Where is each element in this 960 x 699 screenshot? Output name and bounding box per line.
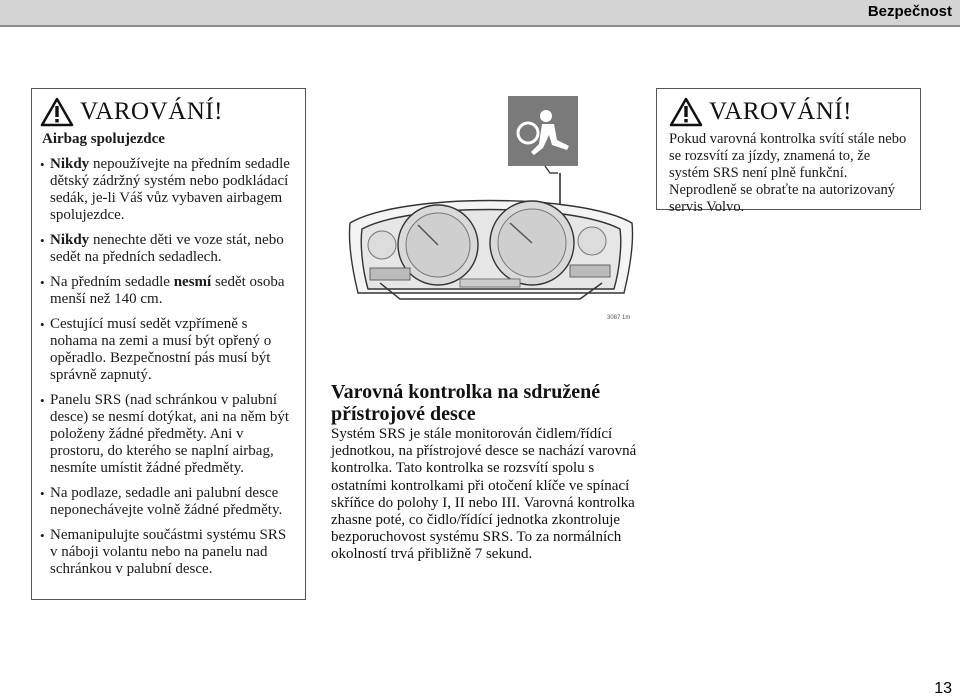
- right-warning-header: [669, 95, 910, 129]
- list-item: • Na předním sedadle nesmí sedět osoba menší než 140 cm.: [40, 274, 297, 308]
- right-warning-title: VAROVÁNÍ!: [709, 98, 852, 125]
- warning-triangle-icon: [40, 97, 74, 127]
- list-item: • Nikdy nepoužívejte na předním sedadle dětský zádržný systém nebo podkládací sedák, je-li Váš vůz vybaven airbagem spolujezdce.: [40, 156, 297, 224]
- right-warning-text: Pokud varovná kontrolka svítí stále nebo se rozsvítí za jízdy, znamená to, že systém SRS není plně funkční. Neprodleně se obraťte na autorizovaný servis Volvo.: [669, 131, 907, 215]
- list-item: • Cestující musí sedět vzpřímeně s nohama na zemi a musí být opřený o opěradlo. Bezpečnostní pás musí být správně zapnutý.: [40, 316, 297, 384]
- page-number: 13: [934, 680, 952, 697]
- warning-triangle-icon: [669, 97, 703, 127]
- left-warning-box: [31, 88, 306, 600]
- list-item: • Nikdy nenechte děti ve voze stát, nebo sedět na předních sedadlech.: [40, 232, 297, 266]
- instrument-cluster: [349, 201, 632, 300]
- left-warning-list: [40, 156, 297, 578]
- list-item: • Na podlaze, sedadle ani palubní desce neponechávejte volně žádné předměty.: [40, 485, 297, 519]
- airbag-subheading: Airbag spolujezdce: [42, 131, 165, 147]
- right-warning-box: [656, 88, 921, 215]
- header-bar: [0, 0, 960, 27]
- left-warning-header: [40, 95, 297, 129]
- header-title: Bezpečnost: [867, 3, 952, 20]
- list-item: • Panelu SRS (nad schránkou v palubní desce) se nesmí dotýkat, ani na něm být položeny žádné předměty. Ani v prostoru, do kterého se naplní airbag, nesmíte umístit žádné předměty.: [40, 392, 297, 477]
- section-body: Systém SRS je stále monitorován čidlem/řídící jednotkou, na přístrojové desce se nachází varovná kontrolka. Tato kontrolka se rozsvítí spolu s ostatními kontrolkami při otočení klíče ve spínací skříňce do polohy I, II nebo III. Varovná kontrolka zhasne poté, co čidlo/řídící jednotka zkontroluje bezporuchovost systému SRS. To za normálních okolností trvá přibližně 7 sekund.: [331, 426, 637, 563]
- figure-code: 3087 1m: [607, 315, 631, 321]
- instrument-panel-illustration: [340, 93, 644, 333]
- left-warning-title: VAROVÁNÍ!: [80, 98, 223, 125]
- section-title: Varovná kontrolka na sdružené přístrojové desce: [331, 381, 601, 425]
- list-item: • Nemanipulujte součástmi systému SRS v náboji volantu nebo na panelu nad schránkou v palubní desce.: [40, 527, 297, 578]
